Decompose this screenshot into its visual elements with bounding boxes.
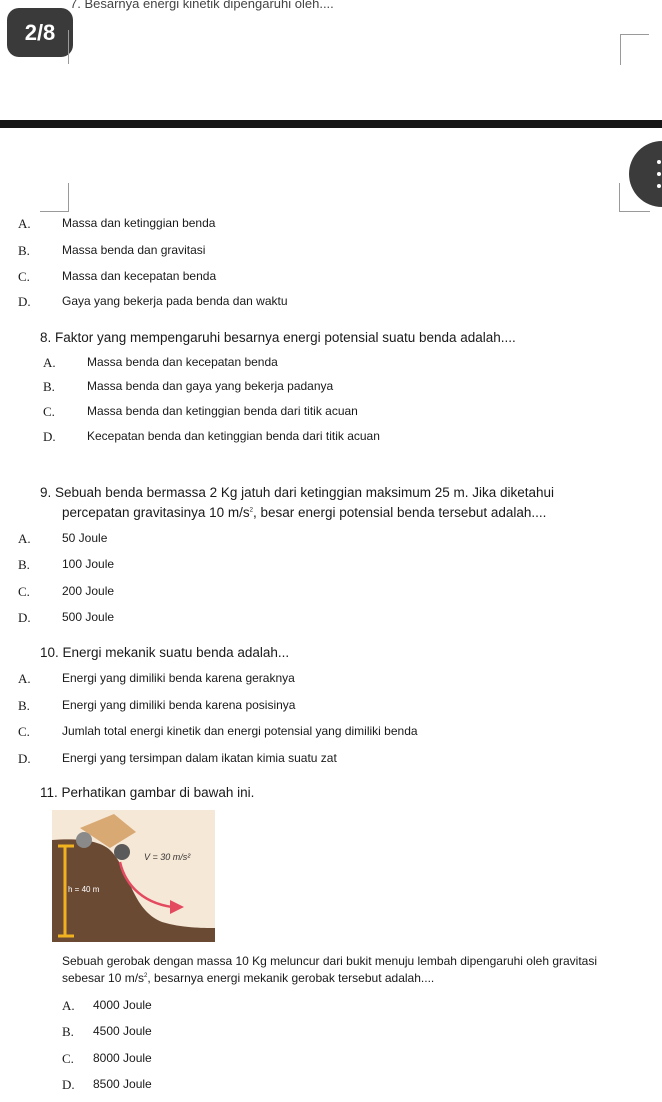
option-text: 100 Joule <box>62 557 115 571</box>
option-letter: B. <box>18 698 30 713</box>
option-text: 200 Joule <box>62 584 115 598</box>
option-letter: D. <box>62 1077 75 1092</box>
q11-exponent: 2 <box>144 973 148 979</box>
option-text: Energi yang dimiliki benda karena posisinya <box>62 698 296 712</box>
q11-question: 11. Perhatikan gambar di bawah ini. <box>40 785 255 800</box>
option-letter: A. <box>18 216 31 231</box>
option-text: Massa benda dan gravitasi <box>62 243 206 257</box>
option-letter: A. <box>18 671 31 686</box>
option-letter: B. <box>43 379 55 394</box>
q9-line2-part-b: , besar energi potensial benda tersebut adalah.... <box>252 505 547 520</box>
option-text: Massa dan ketinggian benda <box>62 216 216 230</box>
option-letter: C. <box>62 1051 74 1066</box>
cart-wheel <box>114 844 130 860</box>
q11-caption-line1: Sebuah gerobak dengan massa 10 Kg meluncur dari bukit menuju lembah dipengaruhi oleh gravitasi <box>62 954 598 968</box>
q9-line2-part-a: percepatan gravitasinya 10 m/s <box>62 505 250 520</box>
option-text: 8000 Joule <box>93 1051 152 1065</box>
option-letter: D. <box>18 610 31 625</box>
cart-hill-illustration <box>52 810 215 942</box>
page-indicator[interactable]: 2/8 <box>7 8 73 57</box>
q11-caption-part-b: , besarnya energi mekanik gerobak tersebut adalah.... <box>147 971 435 985</box>
option-letter: B. <box>62 1024 74 1039</box>
option-letter: A. <box>18 531 31 546</box>
option-text: Jumlah total energi kinetik dan energi potensial yang dimiliki benda <box>62 724 418 738</box>
option-text: 4000 Joule <box>93 998 152 1012</box>
q9-question-line1: 9. Sebuah benda bermassa 2 Kg jatuh dari ketinggian maksimum 25 m. Jika diketahui <box>40 485 555 500</box>
crop-corner-top-left[interactable] <box>68 30 70 64</box>
option-letter: D. <box>18 751 31 766</box>
crop-corner-top-right[interactable] <box>620 34 649 65</box>
option-letter: D. <box>43 429 56 444</box>
option-text: Energi yang dimiliki benda karena geraknya <box>62 671 295 685</box>
option-letter: B. <box>18 557 30 572</box>
option-letter: A. <box>62 998 75 1013</box>
option-letter: D. <box>18 294 31 309</box>
option-text: 8500 Joule <box>93 1077 152 1091</box>
option-text: Gaya yang bekerja pada benda dan waktu <box>62 294 288 308</box>
crop-corner-bottom-right[interactable] <box>619 183 650 212</box>
option-text: 50 Joule <box>62 531 108 545</box>
option-letter: B. <box>18 243 30 258</box>
option-letter: C. <box>18 269 30 284</box>
option-text: Massa benda dan kecepatan benda <box>87 355 278 369</box>
option-text: Massa benda dan ketinggian benda dari titik acuan <box>87 404 358 418</box>
option-letter: C. <box>18 584 30 599</box>
option-text: Kecepatan benda dan ketinggian benda dari titik acuan <box>87 429 380 443</box>
option-text: Massa dan kecepatan benda <box>62 269 217 283</box>
q9-exponent: 2 <box>249 507 253 514</box>
q10-question: 10. Energi mekanik suatu benda adalah... <box>40 645 290 660</box>
height-label: h = 40 m <box>68 885 100 894</box>
velocity-label: V = 30 m/s² <box>144 852 191 862</box>
more-vertical-icon <box>657 160 661 188</box>
option-letter: C. <box>43 404 55 419</box>
option-letter: C. <box>18 724 30 739</box>
option-text: Energi yang tersimpan dalam ikatan kimia suatu zat <box>62 751 337 765</box>
cart-wheel <box>76 832 92 848</box>
option-text: 500 Joule <box>62 610 115 624</box>
document-separator-bar <box>0 120 662 128</box>
q11-caption-line2 <box>62 971 434 985</box>
option-text: 4500 Joule <box>93 1024 152 1038</box>
q11-caption-part-a: sebesar 10 m/s <box>62 971 145 985</box>
q9-question-line2 <box>62 505 546 520</box>
option-letter: A. <box>43 355 56 370</box>
q8-question: 8. Faktor yang mempengaruhi besarnya energi potensial suatu benda adalah.... <box>40 330 516 345</box>
option-text: Massa benda dan gaya yang bekerja padanya <box>87 379 334 393</box>
crop-corner-bottom-left[interactable] <box>40 183 69 212</box>
previous-question-cut-text: 7. Besarnya energi kinetik dipengaruhi oleh.... <box>70 0 334 11</box>
